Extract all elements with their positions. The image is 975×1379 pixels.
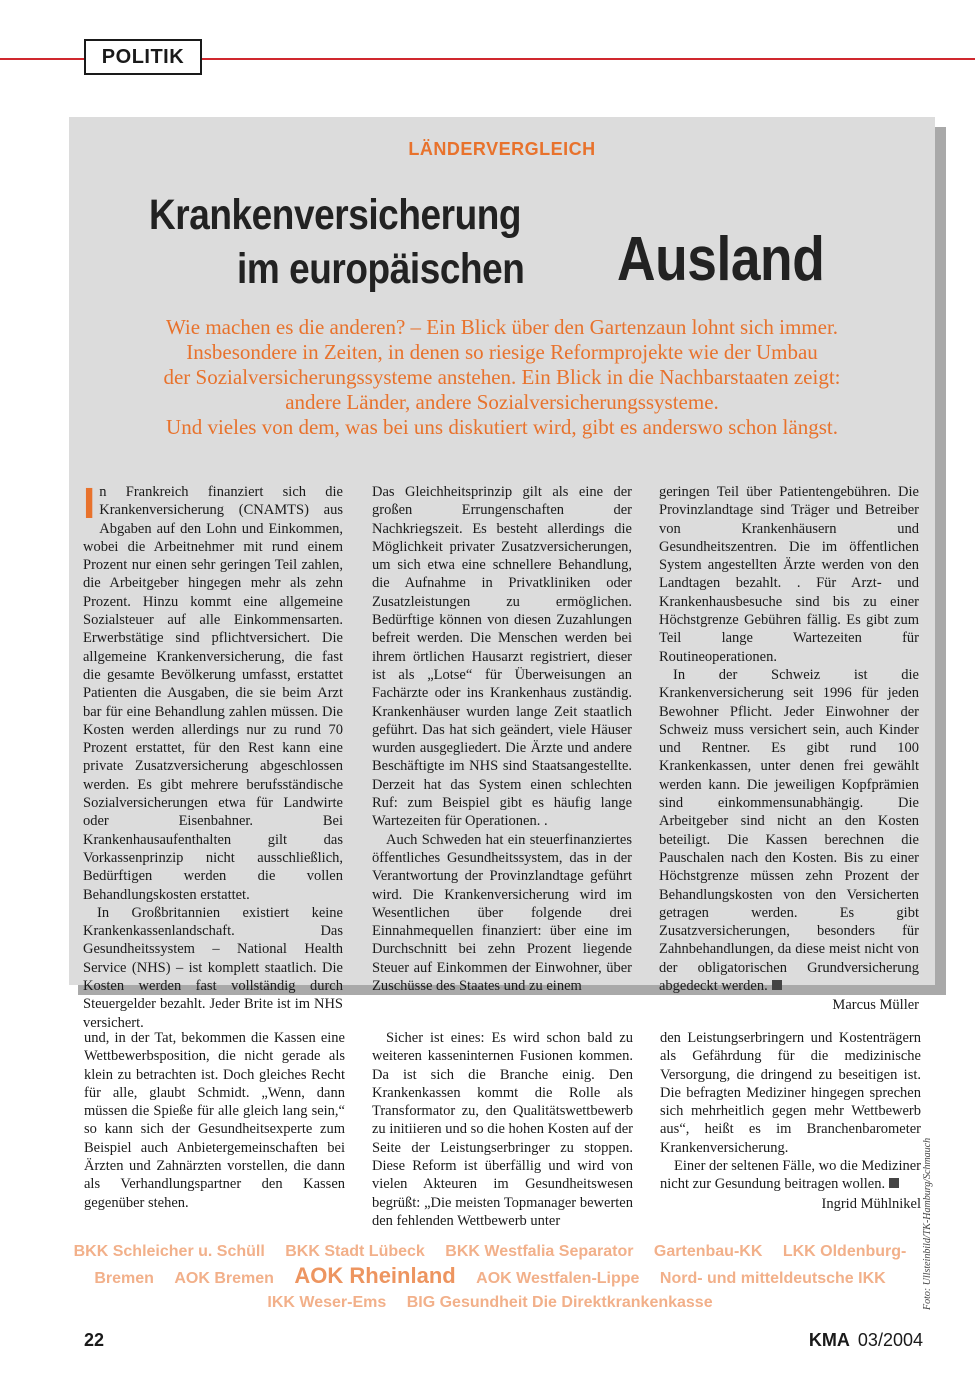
article-column-1 [84, 1029, 345, 1212]
paragraph: geringen Teil über Patientengebühren. Die Provinzlandtage sind Träger und Betreiber von Krankenhäusern und Gesundheitszentren. Die im öffentlichen System angestellten Ärzte werden von den Landtagen bezahlt. . Für Arzt- und Krankenhausbesuche sind bis zu einer Höchstgrenze Gebühren fällig. Es gibt zum Teil lange Wartezeiten für Routineoperationen. [659, 484, 919, 665]
headline-line-2: im europäischen [237, 245, 525, 293]
intro [89, 315, 915, 440]
insurer-name: BIG Gesundheit Die Direktkrankenkasse [406, 1294, 713, 1311]
intro-line: Wie machen es die anderen? – Ein Blick über den Gartenzaun lohnt sich immer. [165, 315, 839, 339]
paragraph: Das Gleichheitsprinzip gilt als eine der großen Errungenschaften der Nachkriegszeit. Es besteht allerdings die Möglichkeit privater Zusatzversicherungen, um sich etwa eine schnellere Behandlung, die Aufnahme in Privatkliniken oder Zusatzleistungen zu ermöglichen. Bedürftige können von diesen Zuzahlungen befreit werden. Die Menschen werden bei ihrem örtlichen Hausarzt registriert, dieser ist als „Lotse“ für Überweisungen an Fachärzte oder ins Krankenhaus zuständig. Krankenhäuser wurden lange Zeit staatlich geführt. Das hat sich geändert, viele Häuser wurden ausgegliedert. Die Ärzte und andere Beschäftigte im NHS sind Staatsangestellte. Derzeit hat das System einen schlechten Ruf: zum Beispiel gibt es häufig lange Wartezeiten für Operationen. . [372, 484, 632, 830]
article-column-2 [372, 1029, 633, 1230]
insurer-name: Nord- und mitteldeutsche IKK [659, 1270, 886, 1287]
byline: Ingrid Mühlnikel [821, 1195, 921, 1212]
insurer-name: AOK Bremen [174, 1270, 274, 1287]
box-column-3 [659, 483, 919, 1015]
headline-line-1: Krankenversicherung [149, 191, 522, 239]
section-label: POLITIK [84, 39, 202, 75]
intro-line: Insbesondere in Zeiten, in denen so riesige Reformprojekte wie der Umbau [186, 340, 818, 364]
paragraph: In Großbritannien existiert keine Krankenkassenlandschaft. Das Gesundheitssystem – National Health Service (NHS) – ist komplett staatlich. Die Kosten werden fast vollständig durch Steuergelder bezahlt. Jeder Brite ist im NHS versichert. [83, 904, 343, 1031]
insurer-name-highlight: AOK Rheinland [294, 1263, 456, 1288]
byline: Marcus Müller [832, 997, 919, 1014]
paragraph: den Leistungserbringern und Kostenträgern als Gefährdung für die medizinische Versorgung, die dringend zu beseitigen ist. Die befragten Mediziner hingegen sprechen sich mehrheitlich gegen mehr Wettbewerb aus“, heißt es im Branchenbarometer Krankenversicherung. [660, 1030, 921, 1156]
paragraph: In Frankreich finanziert sich die Krankenversicherung (CNAMTS) aus Abgaben auf den Lohn und Einkommen, wobei die Arbeitnehmer mit rund einem Prozent nur einen sehr geringen Teil zahlen, die Arbeitgeber hingegen mehr als zehn Prozent. Hinzu kommt eine allgemeine Sozialsteuer auf alle Einkommensarten. Erwerbstätige sind pflichtversichert. Die allgemeine Krankenversicherung, die fast die gesamte Bevölkerung umfasst, erstattet Patienten die Ausgaben, die sie beim Arzt bar für eine Behandlung zahlen müssen. Die Kosten werden allerdings nur zu rund 70 Prozent erstattet, für den Rest kann eine private Zusatzversicherung abgeschlossen werden. Es gibt mehrere berufsständische Sozialversicherungen etwa für Landwirte oder Eisenbahner. Bei Krankenhausaufenthalten gilt das Vorkassenprinzip nicht ausschließlich, Bedürftigen werden die vollen Behandlungskosten erstattet. [83, 479, 343, 903]
box-columns [83, 479, 923, 1031]
intro-line: Und vieles von dem, was bei uns diskutiert wird, gibt es anderswo schon längst. [166, 415, 838, 439]
end-mark-icon [772, 980, 782, 990]
intro-line: der Sozialversicherungssysteme anstehen. Ein Blick in die Nachbarstaaten zeigt: [163, 365, 841, 389]
insurer-name: Bremen [94, 1270, 154, 1287]
intro-line: andere Länder, andere Sozialversicherungssysteme. [285, 390, 719, 414]
issue-number: 03/2004 [857, 1330, 923, 1350]
insurer-line [60, 1240, 920, 1264]
end-mark-icon [889, 1178, 899, 1188]
paragraph: und, in der Tat, bekommen die Kassen eine Wettbewerbsposition, die nicht gerade als klein zu betrachten ist. Doch gleiches Recht für alle, glaubt Schmidt. „Wenn, dann müssen die Spieße für alle gleich lang sein,“ so kann sich der Gesundheitsexperte zum Beispiel auch Anbietergemeinschaften bei Ärzten und Zahnärzten vorstellen, die dann als Verhandlungspartner den Kassen gegenüber stehen. [84, 1030, 345, 1211]
insurer-name: IKK Weser-Ems [267, 1294, 387, 1311]
insurer-name: LKK Oldenburg- [782, 1243, 907, 1260]
headline-line-3: Ausland [617, 225, 825, 294]
insurer-line [60, 1291, 920, 1315]
insurer-names-graphic [60, 1240, 920, 1315]
drop-cap: I [83, 479, 96, 528]
page-number: 22 [84, 1330, 105, 1350]
insurer-name: BKK Schleicher u. Schüll [73, 1243, 265, 1260]
paragraph: Auch Schweden hat ein steuerfinanziertes öffentliches Gesundheitssystem, das in der Verantwortung der Provinzlandtage geführt wird. Die Krankenversicherung wird im Wesentlichen über folgende drei Einnahmequellen finanziert: über eine im Durchschnitt bei zehn Prozent liegende Steuer auf Einkommen der Einwohner, über Zuschüsse des Staates und zu einem [372, 831, 632, 995]
insurer-name: AOK Westfalen-Lippe [476, 1270, 640, 1287]
box-column-2 [372, 483, 632, 995]
insurer-name: BKK Stadt Lübeck [285, 1243, 425, 1260]
insurer-name: Gartenbau-KK [653, 1243, 763, 1260]
feature-box [69, 117, 935, 1031]
magazine-name: KMA [808, 1330, 850, 1350]
insurer-name: BKK Westfalia Separator [445, 1243, 634, 1260]
kicker: LÄNDERVERGLEICH [408, 139, 596, 159]
insurer-line [60, 1264, 920, 1291]
paragraph: Sicher ist eines: Es wird schon bald zu weiteren kasseninternen Fusionen kommen. Da ist sich die Branche einig. Den Krankenkassen kommt die Rolle als Transformator zu, den Qualitätswettbewerb zu initiieren und so die hohen Kosten auf der Seite der Leistungserbringer zu stoppen. Diese Reform ist überfällig und wird von vielen Akteuren im Gesundheitswesen begrüßt: „Die meisten Topmanager bewerten den fehlenden Wettbewerb unter [372, 1030, 633, 1229]
paragraph: In der Schweiz ist die Krankenversicherung seit 1996 für jeden Bewohner Pflicht. Jeder Einwohner der Schweiz muss versichert sein, auch Kinder und Rentner. Es gibt rund 100 Krankenkassen, unter denen frei gewählt werden kann. Die jeweiligen Kopfprämien sind einkommensunabhängig. Die Arbeitgeber sind nicht an den Kosten beteiligt. Die Kassen berechnen die Pauschalen nach den Kosten. Bis zu einer Höchstgrenze müssen zehn Prozent der Behandlungskosten von den Versicherten getragen werden. Es gibt Zusatzversicherungen, besonders für Zahnbehandlungen, da diese meist nicht von der obligatorischen Grundversicherung abgedeckt werden. [659, 666, 919, 995]
footer-issue [809, 1330, 923, 1351]
box-column-1 [83, 479, 343, 1032]
article-column-3 [660, 1029, 921, 1213]
paragraph: Einer der seltenen Fälle, wo die Mediziner nicht zur Gesundung beitragen wollen. [660, 1158, 921, 1193]
photo-credit: Foto: Ullsteinbild/TK-Hamburg/Schmauch [922, 1137, 933, 1310]
